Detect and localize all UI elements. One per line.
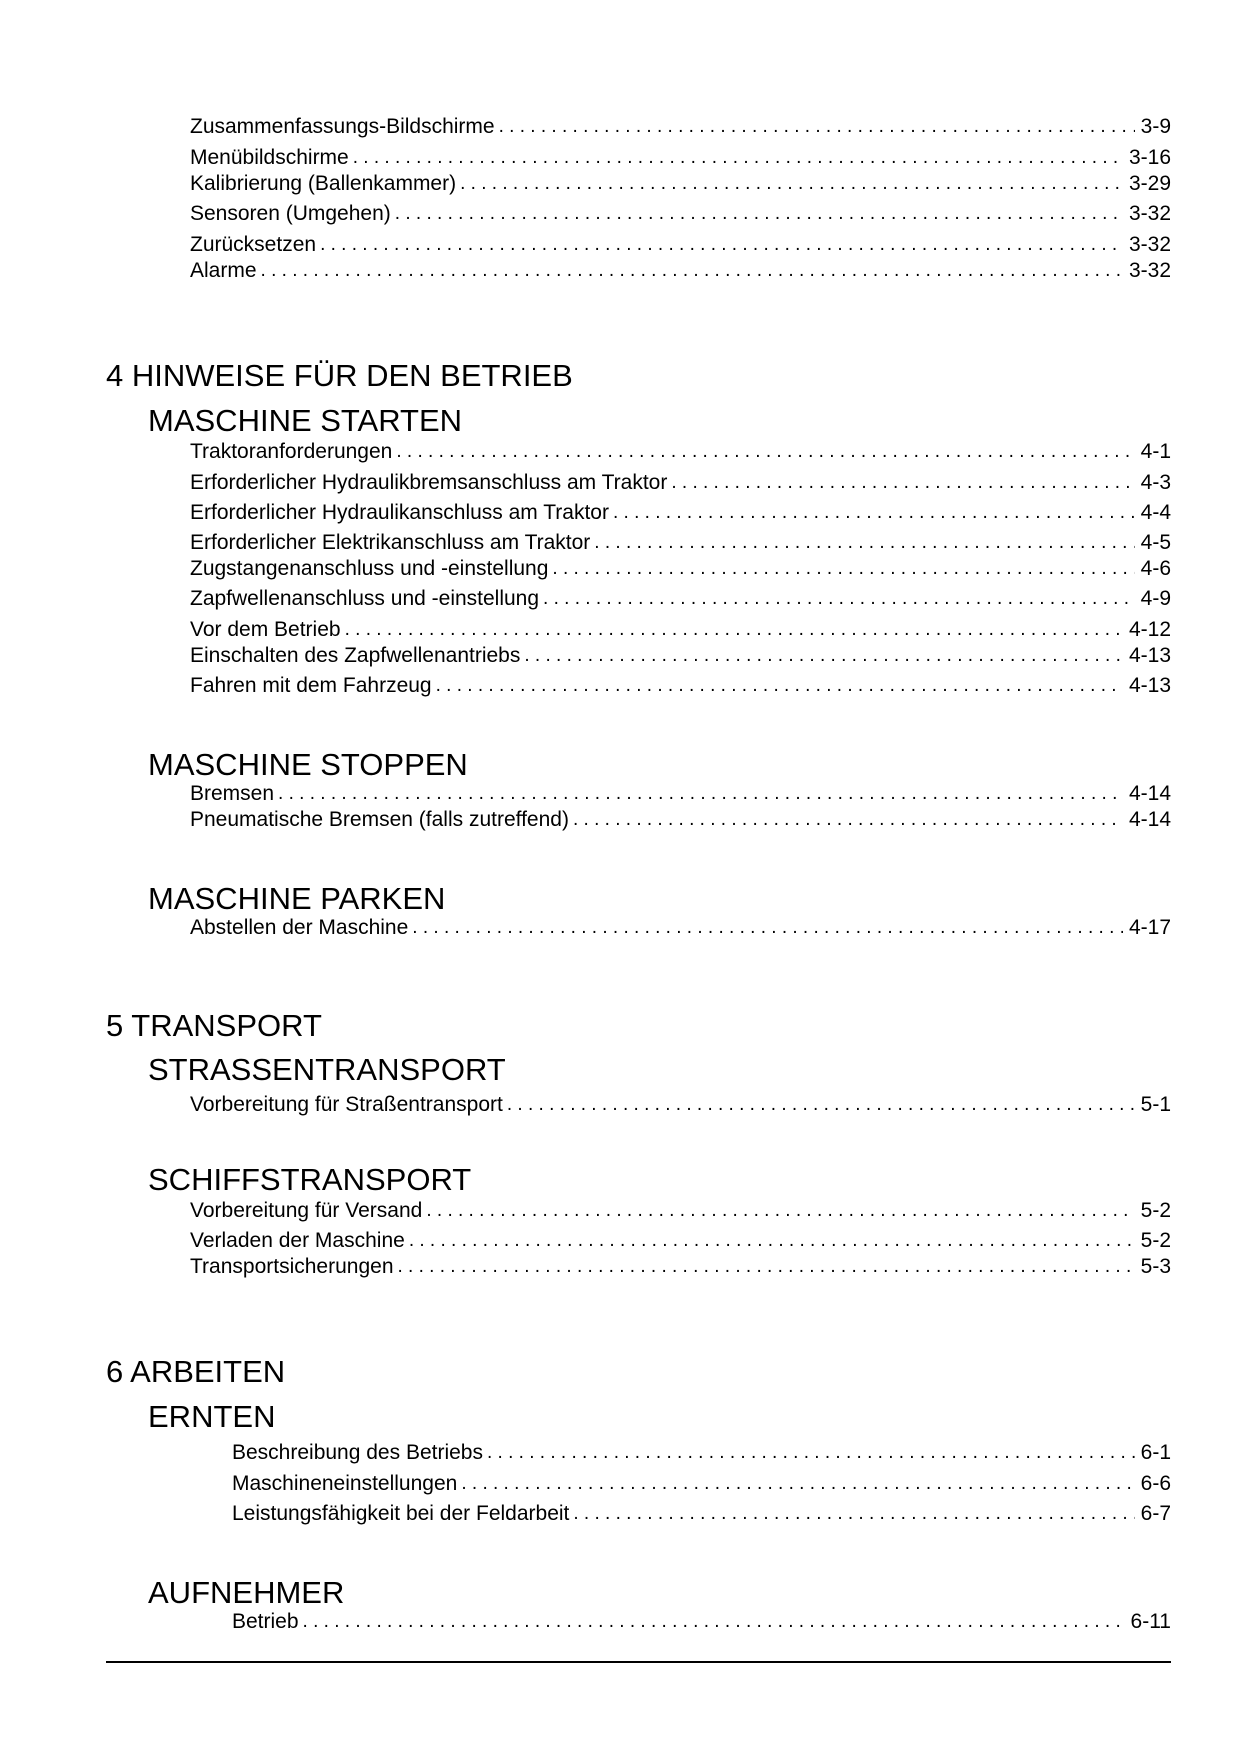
toc-leader-dots <box>573 1501 1134 1527</box>
toc-entry[interactable] <box>190 500 1171 526</box>
toc-entry[interactable] <box>232 1471 1171 1497</box>
toc-entry-title: Zusammenfassungs-Bildschirme <box>190 115 495 138</box>
toc-entry-title: Erforderlicher Hydraulikbremsanschluss am Traktor <box>190 471 668 494</box>
toc-entry-title: Fahren mit dem Fahrzeug <box>190 674 432 697</box>
toc-entry-page: 3-16 <box>1128 146 1171 169</box>
toc-entry-page: 3-32 <box>1128 259 1171 282</box>
toc-entry-title: Transportsicherungen <box>190 1255 394 1278</box>
toc-entry[interactable] <box>190 470 1171 496</box>
toc-entry[interactable] <box>232 1501 1171 1527</box>
toc-entry-title: Zapfwellenanschluss und -einstellung <box>190 587 540 610</box>
section-heading: AUFNEHMER <box>148 1575 345 1610</box>
toc-entry[interactable] <box>190 1198 1171 1224</box>
toc-leader-dots <box>594 530 1134 556</box>
toc-entry-title: Vor dem Betrieb <box>190 618 341 641</box>
section-heading: STRASSENTRANSPORT <box>148 1052 506 1087</box>
toc-entry-page: 3-32 <box>1128 233 1171 256</box>
toc-entry-title: Erforderlicher Hydraulikanschluss am Traktor <box>190 501 609 524</box>
section-heading: MASCHINE STOPPEN <box>148 747 468 782</box>
toc-entry[interactable] <box>190 586 1171 612</box>
toc-entry[interactable] <box>190 1254 1171 1280</box>
toc-entry[interactable] <box>190 556 1171 582</box>
toc-entry-page: 4-9 <box>1140 587 1171 610</box>
toc-entry-page: 4-12 <box>1128 618 1171 641</box>
toc-entry[interactable] <box>190 232 1171 258</box>
toc-entry[interactable] <box>190 1092 1171 1118</box>
toc-leader-dots <box>507 1092 1135 1118</box>
toc-entry-page: 4-3 <box>1140 471 1171 494</box>
toc-entry-title: Leistungsfähigkeit bei der Feldarbeit <box>232 1502 570 1525</box>
toc-entry[interactable] <box>190 530 1171 556</box>
toc-leader-dots <box>461 1471 1134 1497</box>
toc-entry-page: 4-13 <box>1128 644 1171 667</box>
toc-entry-title: Zurücksetzen <box>190 233 317 256</box>
toc-entry-title: Bremsen <box>190 782 275 805</box>
toc-entry-page: 4-13 <box>1128 674 1171 697</box>
toc-entry-title: Beschreibung des Betriebs <box>232 1441 483 1464</box>
toc-entry[interactable] <box>232 1440 1171 1466</box>
toc-entry[interactable] <box>190 807 1171 833</box>
toc-leader-dots <box>573 807 1123 833</box>
toc-entry-page: 4-1 <box>1140 440 1171 463</box>
toc-entry-title: Betrieb <box>232 1610 299 1633</box>
toc-entry-page: 5-2 <box>1140 1229 1171 1252</box>
toc-entry-page: 3-29 <box>1128 172 1171 195</box>
toc-entry-title: Verladen der Maschine <box>190 1229 405 1252</box>
toc-entry-title: Alarme <box>190 259 257 282</box>
toc-leader-dots <box>412 915 1123 941</box>
toc-entry[interactable] <box>190 617 1171 643</box>
toc-leader-dots <box>398 1254 1135 1280</box>
toc-leader-dots <box>409 1228 1135 1254</box>
toc-entry-page: 6-1 <box>1140 1441 1171 1464</box>
toc-leader-dots <box>261 258 1123 284</box>
chapter-heading: 4 HINWEISE FÜR DEN BETRIEB <box>106 358 573 393</box>
toc-entry-title: Vorbereitung für Versand <box>190 1199 423 1222</box>
toc-entry-page: 4-6 <box>1140 557 1171 580</box>
toc-entry-title: Pneumatische Bremsen (falls zutreffend) <box>190 808 569 831</box>
toc-leader-dots <box>524 643 1123 669</box>
toc-entry-title: Sensoren (Umgehen) <box>190 202 391 225</box>
toc-leader-dots <box>426 1198 1134 1224</box>
toc-leader-dots <box>278 781 1123 807</box>
toc-leader-dots <box>345 617 1123 643</box>
toc-leader-dots <box>395 201 1123 227</box>
toc-leader-dots <box>487 1440 1135 1466</box>
toc-entry-title: Vorbereitung für Straßentransport <box>190 1093 503 1116</box>
toc-entry-page: 6-11 <box>1130 1610 1171 1633</box>
toc-leader-dots <box>552 556 1134 582</box>
toc-leader-dots <box>460 171 1123 197</box>
toc-entry-title: Kalibrierung (Ballenkammer) <box>190 172 457 195</box>
section-heading: ERNTEN <box>148 1399 276 1434</box>
chapter-heading: 6 ARBEITEN <box>106 1354 286 1389</box>
toc-entry-title: Zugstangenanschluss und -einstellung <box>190 557 549 580</box>
toc-entry-title: Abstellen der Maschine <box>190 916 409 939</box>
toc-entry[interactable] <box>232 1609 1171 1635</box>
toc-entry-title: Maschineneinstellungen <box>232 1472 458 1495</box>
toc-entry-title: Traktoranforderungen <box>190 440 393 463</box>
toc-leader-dots <box>671 470 1134 496</box>
toc-entry[interactable] <box>190 258 1171 284</box>
section-heading: MASCHINE PARKEN <box>148 881 446 916</box>
toc-entry-page: 6-6 <box>1140 1472 1171 1495</box>
toc-entry-page: 4-4 <box>1140 501 1171 524</box>
toc-entry-page: 4-17 <box>1128 916 1171 939</box>
toc-entry[interactable] <box>190 643 1171 669</box>
section-heading: MASCHINE STARTEN <box>148 403 463 438</box>
toc-entry-title: Einschalten des Zapfwellenantriebs <box>190 644 521 667</box>
toc-leader-dots <box>499 114 1135 140</box>
toc-leader-dots <box>396 439 1134 465</box>
toc-entry-page: 3-32 <box>1128 202 1171 225</box>
toc-entry[interactable] <box>190 171 1171 197</box>
toc-entry[interactable] <box>190 439 1171 465</box>
toc-leader-dots <box>613 500 1135 526</box>
toc-entry-page: 5-3 <box>1140 1255 1171 1278</box>
toc-entry-title: Erforderlicher Elektrikanschluss am Traktor <box>190 531 591 554</box>
toc-leader-dots <box>353 145 1123 171</box>
toc-entry[interactable] <box>190 114 1171 140</box>
toc-entry[interactable] <box>190 1228 1171 1254</box>
toc-entry[interactable] <box>190 781 1171 807</box>
footer-rule <box>106 1661 1171 1663</box>
toc-entry-page: 6-7 <box>1140 1502 1171 1525</box>
toc-entry[interactable] <box>190 145 1171 171</box>
section-heading: SCHIFFSTRANSPORT <box>148 1162 472 1197</box>
toc-leader-dots <box>303 1609 1125 1635</box>
toc-entry[interactable] <box>190 201 1171 227</box>
toc-entry-page: 3-9 <box>1140 115 1171 138</box>
toc-entry[interactable] <box>190 915 1171 941</box>
toc-leader-dots <box>320 232 1123 258</box>
toc-entry-page: 5-1 <box>1140 1093 1171 1116</box>
toc-entry-page: 5-2 <box>1140 1199 1171 1222</box>
toc-leader-dots <box>543 586 1135 612</box>
toc-leader-dots <box>436 673 1123 699</box>
toc-entry-page: 4-5 <box>1140 531 1171 554</box>
toc-entry-page: 4-14 <box>1128 782 1171 805</box>
toc-entry-page: 4-14 <box>1128 808 1171 831</box>
chapter-heading: 5 TRANSPORT <box>106 1008 322 1043</box>
toc-entry-title: Menübildschirme <box>190 146 349 169</box>
toc-entry[interactable] <box>190 673 1171 699</box>
